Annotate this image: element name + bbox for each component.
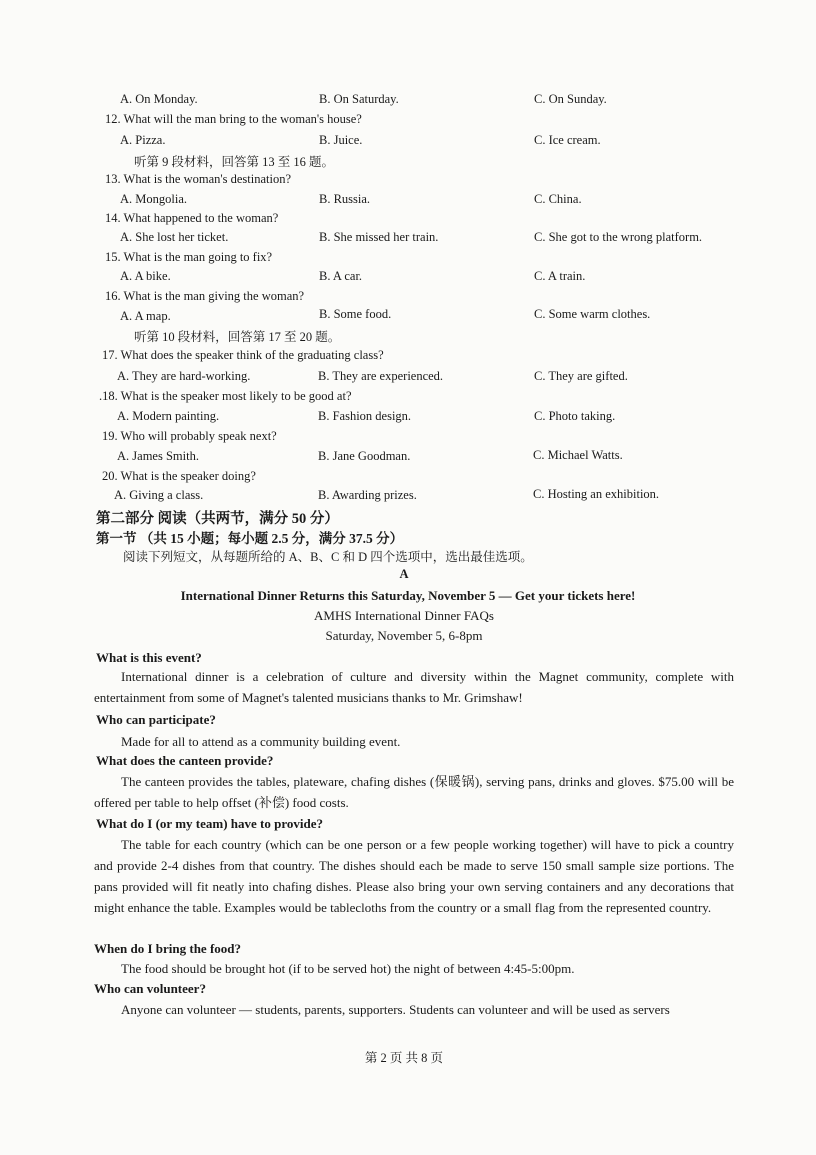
q18-option-b: B. Fashion design.	[318, 409, 412, 423]
q14-option-c: C. She got to the wrong platform.	[534, 230, 703, 244]
passage-headline: International Dinner Returns this Saturday, November 5 — Get your tickets here!	[180, 588, 636, 603]
q15-option-c: C. A train.	[534, 269, 586, 283]
q19-option-b: B. Jane Goodman.	[318, 449, 411, 463]
q12-option-c: C. Ice cream.	[534, 133, 601, 147]
q19-question: 19. Who will probably speak next?	[102, 429, 277, 443]
q11-option-c: C. On Sunday.	[534, 92, 607, 106]
faq-answer-provide	[94, 834, 734, 918]
q14-option-b: B. She missed her train.	[319, 230, 439, 244]
faq-answer-bring-food-text: The food should be brought hot (if to be served hot) the night of between 4:45-5:00pm.	[121, 961, 575, 976]
faq-heading-event: What is this event?	[96, 650, 202, 665]
reading-instruction: 阅读下列短文，从每题所给的 A、B、C 和 D 四个选项中，选出最佳选项。	[123, 550, 533, 564]
q16-option-a: A. A map.	[120, 309, 171, 323]
faq-answer-event	[94, 666, 734, 708]
q17-option-a: A. They are hard-working.	[117, 369, 251, 383]
q19-option-a: A. James Smith.	[117, 449, 199, 463]
q12-option-b: B. Juice.	[319, 133, 363, 147]
q18-option-c: C. Photo taking.	[534, 409, 616, 423]
faq-answer-bring-food	[94, 958, 734, 979]
q16-option-c: C. Some warm clothes.	[534, 307, 651, 321]
q14-question: 14. What happened to the woman?	[105, 211, 279, 225]
material-9-instruction: 听第 9 段材料，回答第 13 至 16 题。	[134, 155, 335, 169]
passage-subtitle: AMHS International Dinner FAQs	[314, 608, 494, 623]
page-footer: 第 2 页 共 8 页	[364, 1051, 444, 1065]
q11-option-a: A. On Monday.	[120, 92, 198, 106]
q20-question: 20. What is the speaker doing?	[102, 469, 256, 483]
material-10-instruction: 听第 10 段材料，回答第 17 至 20 题。	[134, 330, 341, 344]
faq-heading-volunteer: Who can volunteer?	[94, 981, 206, 996]
reading-part-title: 第二部分 阅读（共两节，满分 50 分）	[96, 511, 339, 527]
q20-option-a: A. Giving a class.	[114, 488, 204, 502]
q17-option-c: C. They are gifted.	[534, 369, 628, 383]
q15-option-a: A. A bike.	[120, 269, 171, 283]
q20-option-c: C. Hosting an exhibition.	[533, 487, 660, 501]
q15-question: 15. What is the man going to fix?	[105, 250, 273, 264]
faq-answer-volunteer-text: Anyone can volunteer — students, parents, supporters. Students can volunteer and will be used as servers	[121, 1002, 670, 1017]
q13-option-c: C. China.	[534, 192, 582, 206]
faq-heading-bring-food: When do I bring the food?	[94, 941, 241, 956]
q16-option-b: B. Some food.	[319, 307, 392, 321]
faq-answer-participate	[94, 731, 734, 752]
faq-heading-canteen: What does the canteen provide?	[96, 753, 274, 768]
faq-answer-participate-text: Made for all to attend as a community building event.	[121, 734, 401, 749]
faq-answer-volunteer	[94, 999, 734, 1020]
reading-section-title: 第一节 （共 15 小题；每小题 2.5 分，满分 37.5 分）	[96, 531, 404, 546]
faq-answer-provide-text: The table for each country (which can be one person or a few people working together) will have to pick a country and provide 2-4 dishes from that country. The dishes should each be made to serve 150 small sample size portions. The pans provided will fit neatly into chafing dishes. Please also bring your own serving containers and any decorations that might enhance the table. Examples would be tablecloths from the country or a small flag from the represented country.	[94, 837, 734, 915]
passage-letter: A	[399, 567, 409, 581]
q12-option-a: A. Pizza.	[120, 133, 166, 147]
q17-option-b: B. They are experienced.	[318, 369, 444, 383]
q19-option-c: C. Michael Watts.	[533, 448, 623, 462]
q17-question: 17. What does the speaker think of the graduating class?	[102, 348, 384, 362]
q15-option-b: B. A car.	[319, 269, 363, 283]
q18-option-a: A. Modern painting.	[117, 409, 220, 423]
faq-answer-canteen-text: The canteen provides the tables, plateware, chafing dishes (保暖锅), serving pans, drinks and gloves. $75.00 will be offered per table to help offset (补偿) food costs.	[94, 774, 734, 810]
q20-option-b: B. Awarding prizes.	[318, 488, 417, 502]
faq-heading-provide: What do I (or my team) have to provide?	[96, 816, 324, 831]
q11-option-b: B. On Saturday.	[319, 92, 399, 106]
q16-question: 16. What is the man giving the woman?	[105, 289, 305, 303]
q13-question: 13. What is the woman's destination?	[105, 172, 292, 186]
faq-answer-event-text: International dinner is a celebration of culture and diversity within the Magnet community, complete with entertainment from some of Magnet's talented musicians thanks to Mr. Grimshaw!	[94, 669, 734, 705]
passage-date: Saturday, November 5, 6-8pm	[325, 628, 483, 643]
q13-option-b: B. Russia.	[319, 192, 371, 206]
faq-answer-canteen	[94, 771, 734, 813]
q14-option-a: A. She lost her ticket.	[120, 230, 229, 244]
q12-question: 12. What will the man bring to the woman's house?	[105, 112, 362, 126]
q18-question: .18. What is the speaker most likely to be good at?	[99, 389, 352, 403]
faq-heading-participate: Who can participate?	[96, 712, 216, 727]
q13-option-a: A. Mongolia.	[120, 192, 188, 206]
